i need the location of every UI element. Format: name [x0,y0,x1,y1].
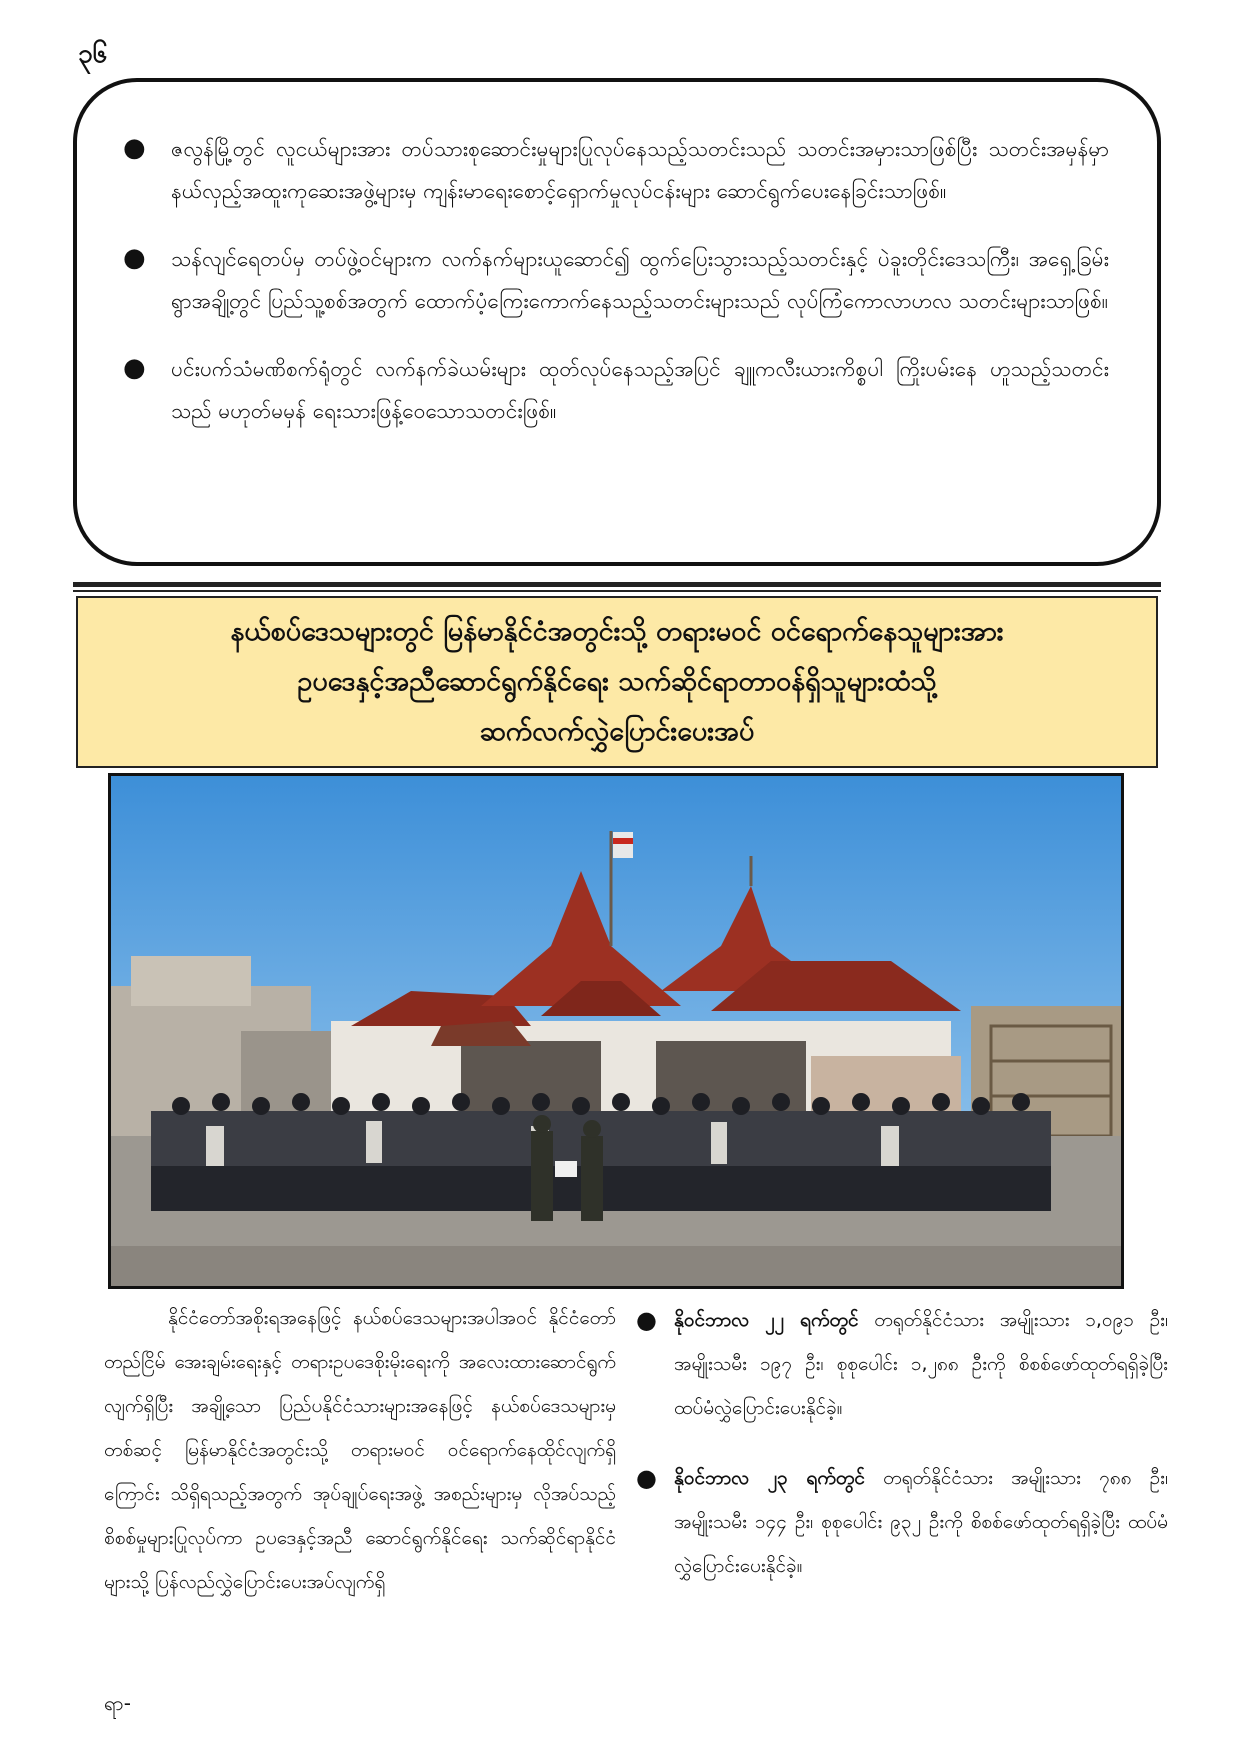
fact-check-text: သန်လျင်ရေတပ်မှ တပ်ဖွဲ့ဝင်များက လက်နက်များယူဆောင်၍ ထွက်ပြေးသွားသည့်သတင်းနှင့် ပဲခူးတိုင်းဒေသကြီး၊ အရှေ့ခြမ်းရွာအချို့တွင် ပြည်သူ့စစ်အတွက် ထောက်ပံ့ကြေးကောက်နေသည့်သတင်းများသည် လုပ်ကြံကောလာဟလ သတင်းများသာဖြစ်။ [171,247,1109,313]
headline-line: ဥပဒေနှင့်အညီဆောင်ရွက်နိုင်ရေး သက်ဆိုင်ရာတာဝန်ရှိသူများထံသို့ [297,666,937,697]
report-text [674,1456,1168,1588]
bullet-icon: ● [123,133,146,163]
handover-reports [636,1298,1168,1614]
section-divider [73,590,1161,592]
bullet-icon: ● [123,243,146,273]
fact-check-text: ဇလွန်မြို့တွင် လူငယ်များအား တပ်သားစုဆောင်းမှုများပြုလုပ်နေသည့်သတင်းသည် သတင်းအမှားသာဖြစ်ပြီး သတင်းအမှန်မှာ နယ်လှည့်အထူးကုဆေးအဖွဲ့များမှ ကျန်းမာရေးစောင့်ရှောက်မှုလုပ်ငန်းများ ဆောင်ရွက်ပေးနေခြင်းသာဖြစ်။ [171,137,1109,203]
continuation-marker: ရာ- [104,1691,131,1715]
report-detail: တရုတ်နိုင်ငံသား အမျိုးသား ၇၈၈ ဦး၊ အမျိုးသမီး ၁၄၄ ဦး၊ စုစုပေါင်း ၉၃၂ ဦးကို စိစစ်ဖော်ထုတ်ရရှိခဲ့ပြီး ထပ်မံလွှဲပြောင်းပေးနိုင်ခဲ့။ [674,1467,1168,1577]
fact-check-item [123,128,1109,212]
page-number: ၃၆ [78,39,108,69]
report-item [636,1456,1168,1588]
section-divider [73,582,1161,587]
fact-check-box [73,78,1161,566]
report-detail: တရုတ်နိုင်ငံသား အမျိုးသား ၁,၀၉၁ ဦး၊ အမျိုးသမီး ၁၉၇ ဦး၊ စုစုပေါင်း ၁,၂၈၈ ဦးကို စိစစ်ဖော်ထုတ်ရရှိခဲ့ပြီး ထပ်မံလွှဲပြောင်းပေးနိုင်ခဲ့။ [674,1309,1168,1419]
report-item [636,1298,1168,1430]
bullet-icon: ● [636,1306,657,1334]
article-headline [76,596,1158,768]
report-text [674,1298,1168,1430]
report-date: နိုဝင်ဘာလ ၂၃ ရက်တွင် [674,1467,865,1489]
article-body: နိုင်ငံတော်အစိုးရအနေဖြင့် နယ်စပ်ဒေသများအပါအဝင် နိုင်ငံတော်တည်ငြိမ် အေးချမ်းရေးနှင့် တရားဥပဒေစိုးမိုးရေးကို အလေးထားဆောင်ရွက်လျက်ရှိပြီး အချို့သော ပြည်ပနိုင်ငံသားများအနေဖြင့် နယ်စပ်ဒေသများမှတစ်ဆင့် မြန်မာနိုင်ငံအတွင်းသို့ တရားမဝင် ဝင်ရောက်နေထိုင်လျက်ရှိကြောင်း သိရှိရသည့်အတွက် အုပ်ချုပ်ရေးအဖွဲ့ အစည်းများမှ လိုအပ်သည့် စိစစ်မှုများပြုလုပ်ကာ ဥပဒေနှင့်အညီ ဆောင်ရွက်နိုင်ရေး သက်ဆိုင်ရာနိုင်ငံများသို့ ပြန်လည်လွှဲပြောင်းပေးအပ်လျက်ရှိ [104,1307,616,1593]
fact-check-item [123,238,1109,322]
report-date: နိုဝင်ဘာလ ၂၂ ရက်တွင် [674,1309,859,1331]
bullet-icon: ● [123,353,146,383]
fact-check-item [123,348,1109,432]
fact-check-text: ပင်းပက်သံမဏိစက်ရုံတွင် လက်နက်ခဲယမ်းများ ထုတ်လုပ်နေသည့်အပြင် ချူကလီးယားကိစ္စပါ ကြိုးပမ်းနေ ဟူသည့်သတင်းသည် မဟုတ်မမှန် ရေးသားဖြန့်ဝေသောသတင်းဖြစ်။ [171,357,1109,423]
border-handover-photo [108,773,1124,1289]
headline-line: နယ်စပ်ဒေသများတွင် မြန်မာနိုင်ငံအတွင်းသို့ တရားမဝင် ဝင်ရောက်နေသူများအား [230,616,1004,647]
bullet-icon: ● [636,1464,657,1492]
headline-line: ဆက်လက်လွှဲပြောင်းပေးအပ် [479,716,755,747]
